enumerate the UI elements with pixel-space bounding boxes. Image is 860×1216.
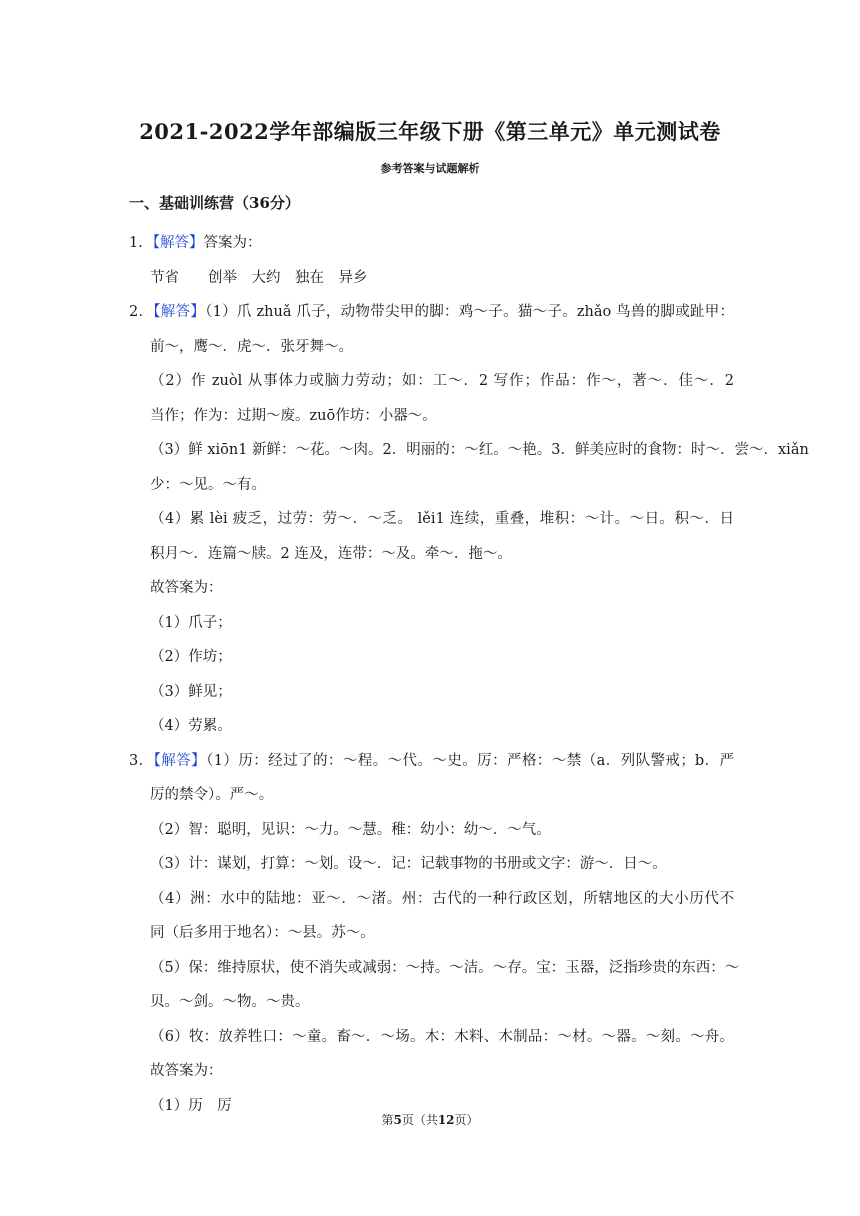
answer-content xyxy=(129,226,809,1123)
q2-line: 少：～见。～有。 xyxy=(150,476,266,493)
q1-number: 1． xyxy=(129,235,153,251)
document-title: 2021-2022学年部编版三年级下册《第三单元》单元测试卷 xyxy=(139,119,721,144)
footer-prefix: 第 xyxy=(381,1113,394,1127)
page-footer xyxy=(0,1111,860,1128)
q1-jieda-tag: 【解答】 xyxy=(152,235,204,251)
q3-line: （1）历：经过了的：～程。～代。～史。厉：严格：～禁（a．列队警戒；b．严 xyxy=(206,752,734,769)
footer-page-number: 5 xyxy=(393,1113,402,1127)
q2-line: （3）鲜 xiōn1 新鲜：～花。～肉。2．明丽的：～红。～艳。3．鲜美应时的食物：时～．尝～．xiǎn xyxy=(150,442,809,458)
q3-line: 故答案为： xyxy=(150,1063,223,1079)
q2-line: （4）累 lèi 疲乏，过劳：劳～．～乏。 lěi1 连续，重叠，堆积：～计。～日。积～．日 xyxy=(150,511,734,527)
q1-header xyxy=(129,226,734,261)
q2-line: 当作；作为：过期～废。zuō作坊：小器～。 xyxy=(150,407,437,424)
footer-suffix: 页） xyxy=(454,1113,479,1127)
q3-number: 3． xyxy=(129,752,154,769)
q2-line: （2）作坊； xyxy=(150,649,232,665)
q2-number: 2． xyxy=(129,304,154,320)
q3-line: （1）历 厉 xyxy=(150,1097,232,1114)
q2-line: （2）作 zuòl 从事体力或脑力劳动；如：工～．2 写作；作品：作～，著～．佳～．2 xyxy=(150,373,734,389)
footer-mid: 页（共 xyxy=(401,1113,438,1127)
q2-line: （1）爪子； xyxy=(150,614,232,631)
q2-line: 积月～．连篇～牍。2 连及，连带：～及。牵～．拖～。 xyxy=(150,545,512,562)
q3-header xyxy=(129,744,734,779)
q3-line: （2）智：聪明，见识：～力。～慧。稚：幼小：幼～．～气。 xyxy=(150,821,551,838)
q3-line: 贝。～剑。～物。～贵。 xyxy=(150,994,310,1010)
q2-line: （1）爪 zhuǎ 爪子，动物带尖甲的脚：鸡～子。猫～子。zhǎo 鸟兽的脚或趾甲： xyxy=(205,304,734,320)
footer-total-pages: 12 xyxy=(437,1113,455,1127)
q2-jieda-tag: 【解答】 xyxy=(153,304,206,320)
q3-line: （3）计：谋划，打算：～划。设～．记：记载事物的书册或文字：游～．日～。 xyxy=(150,856,667,872)
section-heading: 一、基础训练营（36分） xyxy=(129,194,300,212)
q3-line: （6）牧：放养牲口：～童。畜～．～场。木：木料、木制品：～材。～器。～刻。～舟。 xyxy=(150,1028,734,1045)
q2-line: （4）劳累。 xyxy=(150,718,232,734)
q3-line: （5）保：维持原状，使不消失或减弱：～持。～洁。～存。宝：玉器，泛指珍贵的东西：～ xyxy=(150,959,740,976)
q3-jieda-tag: 【解答】 xyxy=(153,752,207,769)
q2-line: 前～，鹰～．虎～．张牙舞～。 xyxy=(150,338,353,355)
q3-line: 同（后多用于地名）：～县。苏～。 xyxy=(150,925,375,941)
document-subtitle: 参考答案与试题解析 xyxy=(380,162,480,175)
q2-line: 故答案为： xyxy=(150,580,223,596)
q2-header xyxy=(129,295,734,330)
q3-line: （4）洲：水中的陆地：亚～．～渚。州：古代的一种行政区划，所辖地区的大小历代不 xyxy=(150,890,734,907)
q1-text: 答案为： xyxy=(203,235,262,251)
q3-line: 厉的禁令）。严～。 xyxy=(150,787,274,803)
q2-line: （3）鲜见； xyxy=(150,683,232,700)
q1-answers: 节省 创举 大约 独在 异乡 xyxy=(150,269,368,286)
